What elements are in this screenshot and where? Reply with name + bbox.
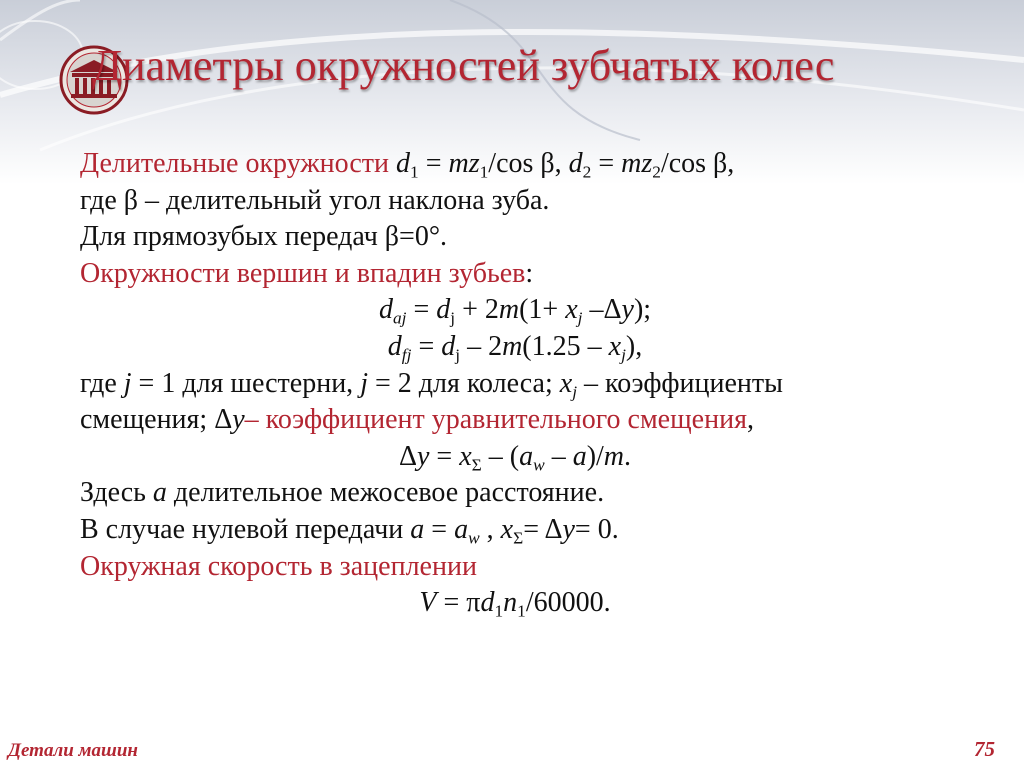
- sub: 2: [652, 162, 661, 182]
- op: (1+: [519, 294, 566, 326]
- footer-course-name: Детали машин: [8, 740, 138, 761]
- var-j: j: [123, 367, 132, 399]
- cos: /cos β,: [488, 148, 569, 179]
- var-m: m: [502, 330, 523, 362]
- text: Здесь: [80, 477, 153, 509]
- text: ,: [746, 404, 754, 436]
- spur-gear-line: Для прямозубых передач β=0°.: [80, 221, 448, 253]
- zero-gear-line: [80, 512, 950, 549]
- var-y: y: [232, 404, 245, 436]
- var-y: y: [416, 440, 430, 472]
- var-d: d: [378, 294, 393, 326]
- tip-root-heading: Окружности вершин и впадин зубьев: [80, 257, 526, 289]
- eq: =: [591, 148, 622, 179]
- eq: =: [406, 294, 437, 326]
- var-d: d: [396, 148, 410, 179]
- tip-diameter-formula: [80, 292, 950, 329]
- cos: /cos β,: [660, 148, 735, 179]
- var-mz: mz: [621, 148, 653, 179]
- var-x: x: [608, 330, 622, 362]
- var-x: x: [459, 440, 472, 472]
- sub: 1: [479, 162, 489, 182]
- sub: w: [533, 455, 545, 475]
- var-d: d: [441, 330, 456, 362]
- eq: = Δ: [523, 513, 563, 545]
- text: где: [80, 367, 124, 399]
- var-d: d: [387, 330, 402, 362]
- var-d: d: [568, 148, 583, 179]
- op: + 2: [455, 294, 499, 326]
- sub: j: [450, 308, 456, 328]
- var-x: x: [565, 294, 578, 326]
- peripheral-speed-heading: Окружная скорость в зацеплении: [80, 550, 477, 582]
- var-d: d: [436, 294, 451, 326]
- text: – коэффициенты: [577, 367, 783, 399]
- text: = 1 для шестерни,: [131, 367, 361, 399]
- text: делительное межосевое расстояние.: [166, 477, 605, 509]
- sub: 1: [494, 601, 504, 621]
- sub: w: [468, 528, 480, 548]
- sub: 2: [582, 162, 592, 182]
- delta-y-formula: [80, 439, 950, 476]
- eq: =: [429, 440, 460, 472]
- peripheral-speed-formula: [80, 585, 950, 622]
- op: – 2: [460, 330, 503, 362]
- op: .: [624, 440, 632, 472]
- tip-root-circles-line: [80, 256, 950, 293]
- sub: j: [621, 345, 626, 365]
- var-a: a: [454, 513, 469, 545]
- equalizing-shift-label: – коэффициент уравнительного смещения: [244, 404, 747, 436]
- text: В случае нулевой передачи: [80, 513, 411, 545]
- text: ,: [479, 513, 501, 545]
- op: – (: [481, 440, 520, 472]
- var-n: n: [503, 587, 518, 619]
- pitch-circle-line: [80, 146, 950, 183]
- eq: =: [411, 330, 442, 362]
- var-x: x: [500, 513, 514, 545]
- eq: = π: [436, 587, 481, 619]
- shift-coefficient-line: [80, 402, 950, 439]
- sub: 1: [410, 162, 419, 182]
- footer-page-number: 75: [974, 737, 995, 761]
- text: смещения; Δ: [80, 404, 233, 436]
- text: = 2 для колеса;: [367, 367, 560, 399]
- var-a: a: [410, 513, 425, 545]
- slide-title: Диаметры окружностей зубчатых колес: [92, 41, 835, 90]
- sub: aj: [392, 308, 407, 328]
- root-diameter-formula: [80, 329, 950, 366]
- op: )/: [586, 440, 604, 472]
- var-mz: mz: [448, 148, 480, 179]
- op: Δ: [398, 440, 417, 472]
- text: /60000.: [525, 587, 611, 619]
- sub: j: [572, 382, 578, 402]
- var-j: j: [360, 367, 368, 399]
- var-v: V: [419, 587, 437, 619]
- center-distance-line: [80, 475, 950, 512]
- var-a: a: [519, 440, 534, 472]
- var-m: m: [603, 440, 625, 472]
- op: ),: [625, 330, 643, 362]
- var-x: x: [559, 367, 573, 399]
- slide-body: [80, 146, 950, 622]
- sub: 1: [517, 601, 526, 621]
- op: (1.25 –: [522, 330, 609, 362]
- text: = 0.: [574, 513, 619, 545]
- colon: :: [525, 257, 534, 289]
- eq: =: [424, 513, 455, 545]
- var-y: y: [562, 513, 575, 545]
- var-a: a: [152, 477, 167, 509]
- sub: j: [577, 308, 583, 328]
- sub: Σ: [471, 455, 482, 475]
- sub: j: [455, 345, 461, 365]
- op: –Δ: [582, 294, 622, 326]
- op: –: [544, 440, 573, 472]
- var-y: y: [621, 294, 634, 326]
- beta-definition-line: где β – делительный угол наклона зуба.: [80, 184, 550, 216]
- op: );: [633, 294, 652, 326]
- var-d: d: [480, 587, 495, 619]
- sub: fj: [401, 345, 412, 365]
- eq: =: [418, 148, 449, 179]
- var-m: m: [498, 294, 520, 326]
- sub: Σ: [513, 528, 524, 548]
- pitch-circle-label: Делительные окружности: [80, 148, 389, 179]
- index-definition-line: [80, 366, 950, 403]
- var-a: a: [572, 440, 587, 472]
